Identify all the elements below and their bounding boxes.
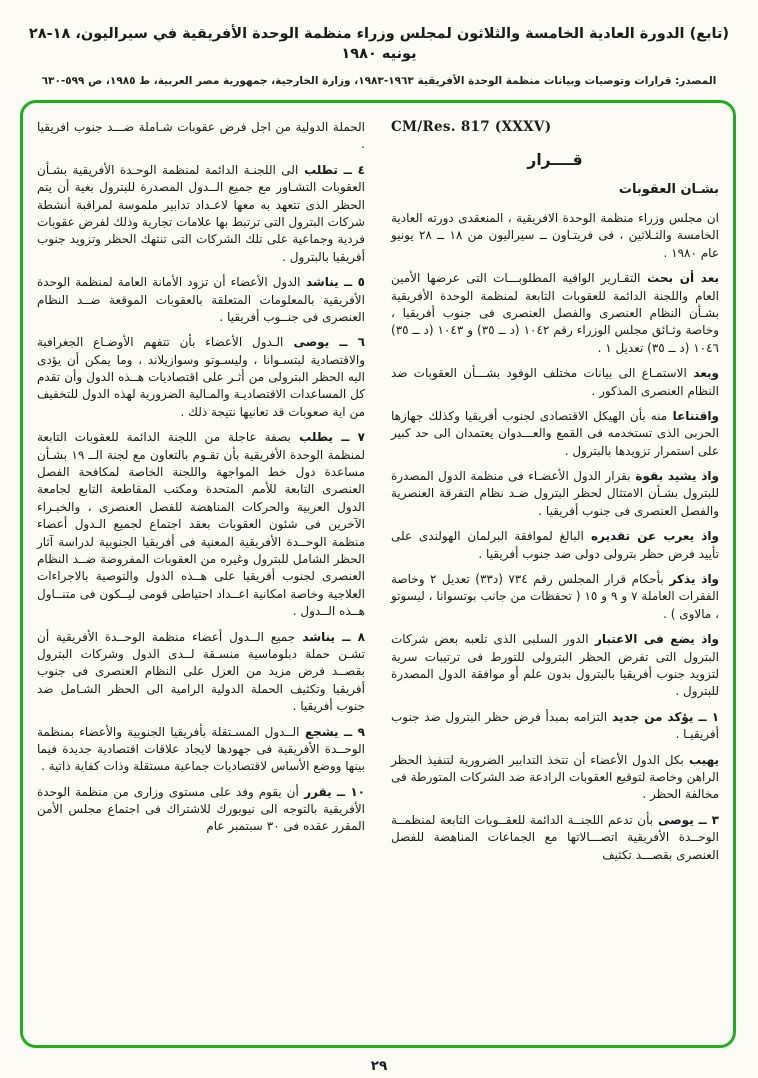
paragraph: ١ ــ يؤكد من جديد التزامه بمبدأ فرض حظر البترول ضد جنوب أفريقيـا . (391, 709, 720, 742)
paragraph-lead: ٦ ــ يوصى (283, 335, 365, 350)
source-citation: المصدر: قرارات وتوصيات وبيانات منظمة الوحدة الأفريقية ١٩٦٣-١٩٨٣، وزارة الخارجية، جمهورية مصر العربية، ط ١٩٨٥، ص ٥٩٩-٦٣٠ (41, 74, 717, 87)
resolution-title: قــــرار (527, 151, 583, 169)
paragraph-lead: ٧ ــ يطلب (290, 430, 365, 445)
paragraph-lead: ٨ ــ يناشد (295, 629, 365, 644)
column-left (37, 119, 365, 1035)
paragraph: واذ يذكر بأحكام قرار المجلس رقم ٧٣٤ (د٣٣) تعديل ٢ وخاصة الفقرات العاملة ٧ و ٩ و ١٥ ( تحفظات من جانب بوتسوانا ، ليسوتو ، مالاوى ) . (391, 572, 720, 621)
paragraph: ٣ ــ يوصى بأن تدعم اللجنــة الدائمة للعقــوبات التابعة لمنظمــة الوحــدة الأفريقية اتصـــالاتها مع الجماعات المناهضة للفصل العنصرى بقصـــد تكثيف (391, 812, 719, 862)
session-title: (تابع) الدورة العادية الخامسة والثلاثون لمجلس وزراء منظمة الوحدة الأفريقية في سيراليون، ١٨-٢٨ يونيه ١٩٨٠ (28, 26, 730, 63)
paragraph: يهيب بكل الدول الأعضاء أن تتخذ التدابير الضرورية لتنفيذ الحظر الراهن وخاصة لتوقيع العقوبات الرادعة ضد الشركات المتورطة فى مخالفة الحظر . (391, 752, 719, 802)
paragraph: بعد أن بحث التقـارير الوافية المطلوبـــات التى عرضها الأمين العام واللجنة الدائمة للعقوبات التابعة لمنظمة الوحدة الأفريقية بشـأن النظام العنصرى والفصل العنصرى فى جنوب أفريقيا ، وخاصة وثـائق مجلس الوزراء رقم ١٠٤٢ (د ــ ٣٥) و ١٠٤٣ (د ــ ٣٥) ١٠٤٦ (د ــ ٣٥) تعديل ١ . (391, 271, 720, 355)
paragraph: واذ يعرب عن تقديره البالغ لموافقة البرلمان الهولندى على تأييد فرض حظر بترولى دولى ضد جنوب أفريقيا . (391, 529, 719, 561)
paragraph-lead: واذ يضع فى الاعتبار (588, 632, 719, 647)
resolution-reference: CM/Res. 817 (XXXV) (391, 119, 552, 135)
paragraph-lead: ١ ــ يؤكد من جديد (607, 709, 720, 724)
paragraph-lead: وبعد (686, 366, 719, 381)
paragraph: ٧ ــ يطلب بصفة عاجلة من اللجنة الدائمة للعقوبات التابعة لمنظمة الوحدة الأفريقية بأن تقـوم بالتعاون مع لجنة الــ ١٩ بشـأن مساعدة دول خط المواجهة واللجنة الخاصة لمكافحة الفصل العنصرى التابعة للأمم المتحدة ومكتب المقاطعة التابع لجامعة الدول العربية والحركات المناهضة للفصل العنصرى ، والخبـراء الآخرين فى شئون العقوبات بعقد اجتماع لجميع الـدول أعضاء منظمة الوحــدة الأفريقية المعنية فى أفريقيا الجنوبية لدراسة آثار الحظر الشامل للبترول وغيره من العقوبات المفروضة ضــد النظام العنصرى لجنوب أفريقيا على هــذه الدول والتوصية بالاجراءات العلاجية وخاصة امكانية اعــداد احتياطى قومى ليــكون فى متنــاول هــذه الــدول . (37, 430, 366, 619)
resolution-border-box (20, 100, 736, 1048)
paragraph-lead: ٤ ــ تطلب (298, 162, 365, 177)
paragraph: ٤ ــ تطلب الى اللجنـة الدائمة لمنظمة الوحـدة الأفريقية بشـأن العقوبات التشـاور مع جميع الــدول المصدرة للبترول بغية أن يتم الحظر الذى تتعهد به معها لاعـداد تدابير ملموسة لمراقبة أنشطة شركات البترول التى ترتبط بها علامات تجارية وذلك لفرض عقوبات فردية وجماعية على تلك الشركات التى تنتهك الحظر وتزويد جنوب أفريقيا بالبترول . (37, 162, 365, 264)
paragraph: ٥ ــ يناشد الدول الأعضاء أن تزود الأمانة العامة لمنظمة الوحدة الأفريقية بالمعلومات المتعلقة بالعقوبات الموقعة ضــد النظام العنصرى فى جنــوب أفريقيا . (37, 275, 365, 324)
paragraph: ٦ ــ يوصى الـدول الأعضاء بأن تتفهم الأوضـاع الجغرافية والاقتصادية لبتسـوانا ، وليسـوتو وسوازيلاند ، وما يمكن أن يؤدى اليه الحظر البترولى من أثـر على اقتصاديات هــذه الدول وأن تقدم كل المساعدات الاقتصاديـة والمـالية الضرورية لهذه الدول للتخفيف من اية صعوبات قد تعانيها نتيجة ذلك . (37, 335, 365, 419)
paragraph: ان مجلس وزراء منظمة الوحدة الافريقية ، المنعقدى دورته العادية الخامسة والثـلاثين ، فى فريتـاون ــ سيراليون من ١٨ ــ ٢٨ يونيو عام ١٩٨٠ . (391, 211, 719, 260)
resolution-subtitle: بشـان العقوبات (618, 182, 719, 197)
paragraph: ٩ ــ يشجع الــدول المسـتقلة بأفريقيا الجنوبية والأعضاء بمنظمة الوحــدة الأفريقية فى جهودها لايجاد علاقات اقتصادية جديدة فيما بينها ووضع الأساس لاقتصاديات جماعية مستقلة وذات كفاية ذاتية . (37, 724, 365, 774)
paragraph-lead: واذ يذكر (663, 572, 720, 587)
paragraph-lead: ١٠ ــ يقرر (298, 784, 365, 799)
resolution-operative-clauses (37, 119, 365, 836)
paragraph-lead: ٣ ــ يوصى (653, 812, 719, 827)
paragraph-lead: يهيب (683, 752, 719, 767)
page-header (0, 0, 758, 87)
paragraph: وبعد الاستمـاع الى بيانات مختلف الوفود بشـــأن العقوبات ضد النظام العنصرى المذكور . (391, 366, 719, 398)
paragraph: واذ يشيد بقوة بقرار الدول الأعضـاء فى منظمة الدول المصدرة للبترول بشـأن الامتثال لحظر البترول ضـد نظام التفرقة العنصرية والفصل العنصرى فى جنوب أفريقيا . (391, 469, 720, 518)
paragraph-lead: ٥ ــ يناشد (300, 275, 365, 290)
paragraph-lead: ٩ ــ يشجع (299, 724, 365, 739)
paragraph: ٨ ــ يناشد جميع الــدول أعضاء منظمة الوحــدة الأفريقية أن تشـن حملة دبلوماسية منسـقة لــدى الدول وشركات البترول بقصــد فرض مزيد من العزل على النظام العنصرى فى جنوب أفريقيا وتكثيف الحملة الدولية الرامية الى الحظر الشـامل ضد جنوب أفريقيا . (37, 629, 365, 714)
page-number: ٢٩ (370, 1058, 388, 1074)
paragraph-lead: واقتناعا (667, 408, 719, 423)
paragraph: ١٠ ــ يقرر أن يقوم وفد على مستوى وزارى من منظمة الوحدة الأفريقية بالتوجه الى نيويورك للاشتراك فى اجتماع مجلس الأمن المقرر عقده فى ٣٠ سبتمبر عام (37, 784, 365, 834)
paragraph-lead: واذ يعرب عن تقديره (583, 529, 719, 544)
column-right (391, 119, 719, 1035)
paragraph-lead: بعد أن بحث (640, 271, 719, 286)
paragraph: واذ يضع فى الاعتبار الدور السلبى الذى تلعبه بعض شركات البترول التى تفرض الحظر البترولى للتورط فى ترتيبات سرية لتزويد جنوب أفريقيا بالبترول بدون علم أو موافقة الدول المصدرة للبترول . (391, 632, 719, 699)
two-column-layout (37, 119, 719, 1035)
paragraph: الحملة الدولية من اجل فرض عقوبات شـاملة ضـــد جنوب افريقيا . (37, 120, 365, 152)
paragraph: واقتناعا منه بأن الهيكل الاقتصادى لجنوب أفريقيا وكذلك جهازها الحربى الذى تستخدمه فى القمع والعـــدوان يعتمدان الى حد كبير على استمرار تزويدها بالبترول . (391, 408, 719, 458)
paragraph-lead: واذ يشيد بقوة (630, 469, 720, 484)
resolution-preamble (391, 210, 719, 864)
